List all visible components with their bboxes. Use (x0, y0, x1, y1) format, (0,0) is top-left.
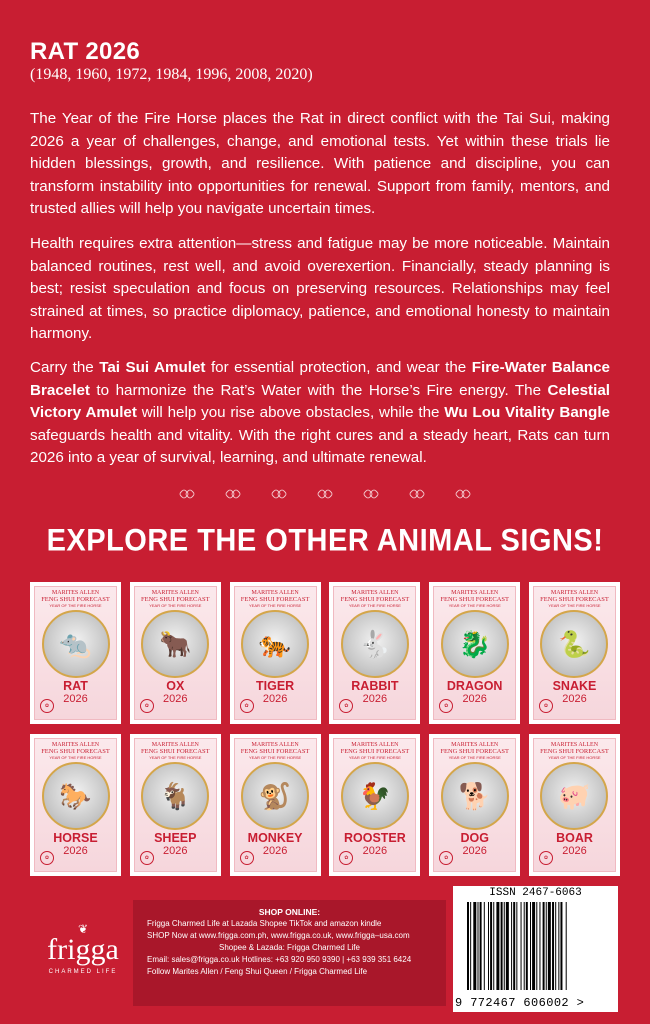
dragon-icon: 🐉 (441, 610, 509, 678)
monkey-icon: 🐒 (241, 762, 309, 830)
card-brand: MARITES ALLEN (550, 590, 599, 596)
barcode-bar (543, 902, 545, 990)
card-subtitle: YEAR OF THE FIRE HORSE (548, 755, 601, 760)
knot-ornament-icon (180, 488, 194, 500)
animal-card-sheep[interactable] (130, 734, 221, 876)
card-series: FENG SHUI FORECAST (540, 596, 609, 603)
seal-icon: ✿ (240, 851, 254, 865)
seal-icon: ✿ (539, 699, 553, 713)
knot-ornament-icon (318, 488, 332, 500)
barcode-bar (532, 902, 535, 990)
card-year: 2026 (562, 693, 587, 705)
card-subtitle: YEAR OF THE FIRE HORSE (249, 755, 302, 760)
card-year: 2026 (262, 845, 288, 857)
barcode-bar (473, 902, 476, 990)
animal-card-monkey[interactable] (230, 734, 321, 876)
card-year: 2026 (163, 693, 188, 705)
card-brand: MARITES ALLEN (251, 590, 299, 596)
card-sign-name: DOG (460, 831, 489, 845)
knot-ornament-icon (410, 488, 424, 500)
animal-card-snake[interactable] (529, 582, 620, 724)
tiger-icon: 🐅 (241, 610, 309, 678)
card-face (533, 738, 616, 872)
card-sign-name: ROOSTER (343, 831, 406, 845)
card-face (234, 738, 317, 872)
knot-ornament-icon (456, 488, 470, 500)
card-subtitle: YEAR OF THE FIRE HORSE (348, 603, 401, 608)
card-face (333, 738, 416, 872)
lotus-icon: ❦ (77, 922, 89, 936)
logo-wordmark: frigga (47, 933, 119, 966)
card-year: 2026 (462, 693, 487, 705)
barcode-bar (470, 902, 471, 990)
barcode-bar (539, 902, 540, 990)
card-year: 2026 (63, 845, 88, 857)
shop-contact: Email: sales@frigga.co.uk Hotlines: +63 920 950 9390 | +63 939 351 6424 (147, 955, 412, 964)
card-brand: MARITES ALLEN (251, 742, 299, 748)
card-sign-name: SNAKE (552, 679, 597, 693)
seal-icon: ✿ (240, 699, 254, 713)
card-subtitle: YEAR OF THE FIRE HORSE (49, 603, 102, 608)
card-brand: MARITES ALLEN (451, 742, 499, 748)
barcode-bar (566, 902, 567, 990)
seal-icon: ✿ (339, 851, 353, 865)
paragraph-overview: The Year of the Fire Horse places the Rat in direct conflict with the Tai Sui, making 2026 a year of challenges, change, and emotional tests. Yet within these trials lie hidden blessings, growth, and resilience. With patience and discipline, you can transform instability into opportunities for renewal. Support from family, mentors, and trusted allies will help you navigate uncertain times. (30, 110, 610, 217)
card-year: 2026 (362, 693, 388, 705)
animal-card-rabbit[interactable] (329, 582, 420, 724)
rat-icon: 🐀 (42, 610, 110, 678)
cures-text: for essential protection, and wear the (205, 359, 472, 376)
card-year: 2026 (462, 845, 487, 857)
card-brand: MARITES ALLEN (550, 742, 599, 748)
card-series: FENG SHUI FORECAST (340, 748, 410, 755)
card-year: 2026 (562, 845, 587, 857)
animal-card-tiger[interactable] (230, 582, 321, 724)
barcode-bar (484, 902, 485, 990)
seal-icon: ✿ (339, 699, 353, 713)
knot-divider (180, 488, 470, 500)
barcode-number: 9 772467 606002 > (455, 996, 585, 1010)
cures-text: will help you rise above obstacles, while the (136, 404, 445, 421)
barcode-bar (552, 902, 554, 990)
barcode-bar (506, 902, 509, 990)
animal-card-rooster[interactable] (329, 734, 420, 876)
card-series: FENG SHUI FORECAST (440, 748, 509, 755)
knot-ornament-icon (226, 488, 240, 500)
seal-icon: ✿ (40, 851, 54, 865)
card-face (333, 586, 416, 720)
card-subtitle: YEAR OF THE FIRE HORSE (49, 755, 102, 760)
card-series: FENG SHUI FORECAST (240, 748, 310, 755)
barcode-bar (501, 902, 503, 990)
card-brand: MARITES ALLEN (151, 742, 199, 748)
card-face (234, 586, 317, 720)
shop-heading: SHOP ONLINE: (258, 907, 321, 917)
seal-icon: ✿ (439, 699, 453, 713)
card-sign-name: MONKEY (247, 831, 303, 845)
card-face (533, 586, 616, 720)
card-series: FENG SHUI FORECAST (140, 748, 210, 755)
shop-websites[interactable]: SHOP Now at www.frigga.com.ph, www.frigga.co.uk, www.frigga–usa.com (147, 931, 410, 940)
issn-label: ISSN 2467-6063 (489, 887, 582, 899)
barcode-bar (530, 902, 531, 990)
barcode-bar (521, 902, 522, 990)
cures-text: Carry the (30, 359, 100, 376)
barcode-bar (504, 902, 505, 990)
barcode-bar (546, 902, 547, 990)
card-brand: MARITES ALLEN (351, 590, 399, 596)
card-series: FENG SHUI FORECAST (240, 596, 310, 603)
seal-icon: ✿ (439, 851, 453, 865)
card-brand: MARITES ALLEN (51, 590, 100, 596)
card-sign-name: RABBIT (351, 679, 399, 693)
card-subtitle: YEAR OF THE FIRE HORSE (149, 755, 202, 760)
barcode-bar (480, 902, 482, 990)
seal-icon: ✿ (40, 699, 54, 713)
card-series: FENG SHUI FORECAST (41, 748, 110, 755)
card-sign-name: HORSE (53, 831, 98, 845)
barcode-bar (513, 902, 515, 990)
card-year: 2026 (262, 693, 288, 705)
boar-icon: 🐖 (540, 762, 608, 830)
animal-card-rat[interactable] (30, 582, 121, 724)
seal-icon: ✿ (140, 699, 154, 713)
card-series: FENG SHUI FORECAST (140, 596, 210, 603)
barcode-bar (496, 902, 499, 990)
animal-card-ox[interactable] (130, 582, 221, 724)
shop-platforms: Frigga Charmed Life at Lazada Shopee TikTok and amazon kindle (147, 919, 382, 928)
card-face (34, 738, 117, 872)
animal-card-boar[interactable] (529, 734, 620, 876)
seal-icon: ✿ (539, 851, 553, 865)
animal-card-horse[interactable] (30, 734, 121, 876)
animal-card-dog[interactable] (429, 734, 520, 876)
barcode-bar (467, 902, 469, 990)
seal-icon: ✿ (140, 851, 154, 865)
barcode-bar (558, 902, 559, 990)
barcode-bar (560, 902, 562, 990)
card-subtitle: YEAR OF THE FIRE HORSE (348, 755, 401, 760)
card-sign-name: DRAGON (446, 679, 503, 693)
card-face (134, 738, 217, 872)
card-sign-name: OX (166, 679, 185, 693)
barcode-bar (536, 902, 537, 990)
shop-follow: Follow Marites Allen / Feng Shui Queen / Frigga Charmed Life (147, 967, 368, 976)
birth-years: (1948, 1960, 1972, 1984, 1996, 2008, 2020) (30, 66, 313, 83)
card-series: FENG SHUI FORECAST (540, 748, 609, 755)
page-title: RAT 2026 (30, 38, 141, 65)
sheep-icon: 🐐 (141, 762, 209, 830)
barcode-bar (511, 902, 512, 990)
card-subtitle: YEAR OF THE FIRE HORSE (249, 603, 302, 608)
barcode-bar (524, 902, 525, 990)
barcode-bar (490, 902, 492, 990)
card-brand: MARITES ALLEN (451, 590, 499, 596)
card-subtitle: YEAR OF THE FIRE HORSE (448, 755, 501, 760)
card-series: FENG SHUI FORECAST (440, 596, 509, 603)
card-subtitle: YEAR OF THE FIRE HORSE (149, 603, 202, 608)
card-face (433, 738, 516, 872)
barcode-bar (516, 902, 517, 990)
cure-tai-sui-amulet: Tai Sui Amulet (99, 359, 206, 376)
card-face (134, 586, 217, 720)
card-sign-name: RAT (63, 679, 88, 693)
barcode-bar (526, 902, 528, 990)
cure-celestial-victory-amulet: Celestial Victory Amulet (30, 381, 610, 421)
barcode-bar (478, 902, 479, 990)
card-brand: MARITES ALLEN (351, 742, 399, 748)
card-brand: MARITES ALLEN (151, 590, 199, 596)
animal-sign-grid (30, 582, 620, 876)
card-face (34, 586, 117, 720)
card-sign-name: SHEEP (154, 831, 197, 845)
barcode (453, 886, 618, 1012)
card-year: 2026 (163, 845, 188, 857)
cures-text: to harmonize the Rat’s Water with the Horse’s Fire energy. The (89, 381, 548, 399)
explore-heading: EXPLORE THE OTHER ANIMAL SIGNS! (46, 523, 604, 559)
shop-marketplaces: Shopee & Lazada: Frigga Charmed Life (219, 943, 360, 952)
knot-ornament-icon (364, 488, 378, 500)
logo-tagline: CHARMED LIFE (48, 969, 118, 975)
card-series: FENG SHUI FORECAST (41, 596, 110, 603)
card-brand: MARITES ALLEN (51, 742, 100, 748)
card-face (433, 586, 516, 720)
card-series: FENG SHUI FORECAST (340, 596, 410, 603)
barcode-bar (555, 902, 556, 990)
rabbit-icon: 🐇 (341, 610, 409, 678)
barcode-bar (548, 902, 551, 990)
cure-wu-lou-bangle: Wu Lou Vitality Bangle (444, 404, 610, 421)
animal-card-dragon[interactable] (429, 582, 520, 724)
rooster-icon: 🐓 (341, 762, 409, 830)
shop-online-box (133, 900, 446, 1006)
snake-icon: 🐍 (540, 610, 608, 678)
card-subtitle: YEAR OF THE FIRE HORSE (548, 603, 601, 608)
card-subtitle: YEAR OF THE FIRE HORSE (448, 603, 501, 608)
knot-ornament-icon (272, 488, 286, 500)
barcode-bar (493, 902, 494, 990)
card-year: 2026 (362, 845, 388, 857)
horse-icon: 🐎 (42, 762, 110, 830)
paragraph-cures (30, 357, 610, 470)
ox-icon: 🐂 (141, 610, 209, 678)
card-sign-name: TIGER (255, 679, 295, 693)
cure-fire-water-bracelet: Fire-Water Balance Bracelet (30, 359, 610, 399)
frigga-logo (38, 923, 128, 975)
paragraph-health-finance: Health requires extra attention—stress and fatigue may be more noticeable. Maintain balanced routines, rest well, and avoid overexertion. Financially, steady planning is best; resist speculation and focus on preserving resources. Relationships may feel strained at times, so practice diplomacy, patience, and emotional honesty to maintain harmony. (30, 235, 610, 342)
card-year: 2026 (63, 693, 88, 705)
barcode-bar (488, 902, 489, 990)
cures-text: safeguards health and vitality. With the right cures and a steady heart, Rats can turn 2026 into a year of survival, learning, and ultimate renewal. (30, 426, 610, 466)
dog-icon: 🐕 (441, 762, 509, 830)
card-sign-name: BOAR (556, 831, 593, 845)
barcode-bars (467, 902, 607, 990)
